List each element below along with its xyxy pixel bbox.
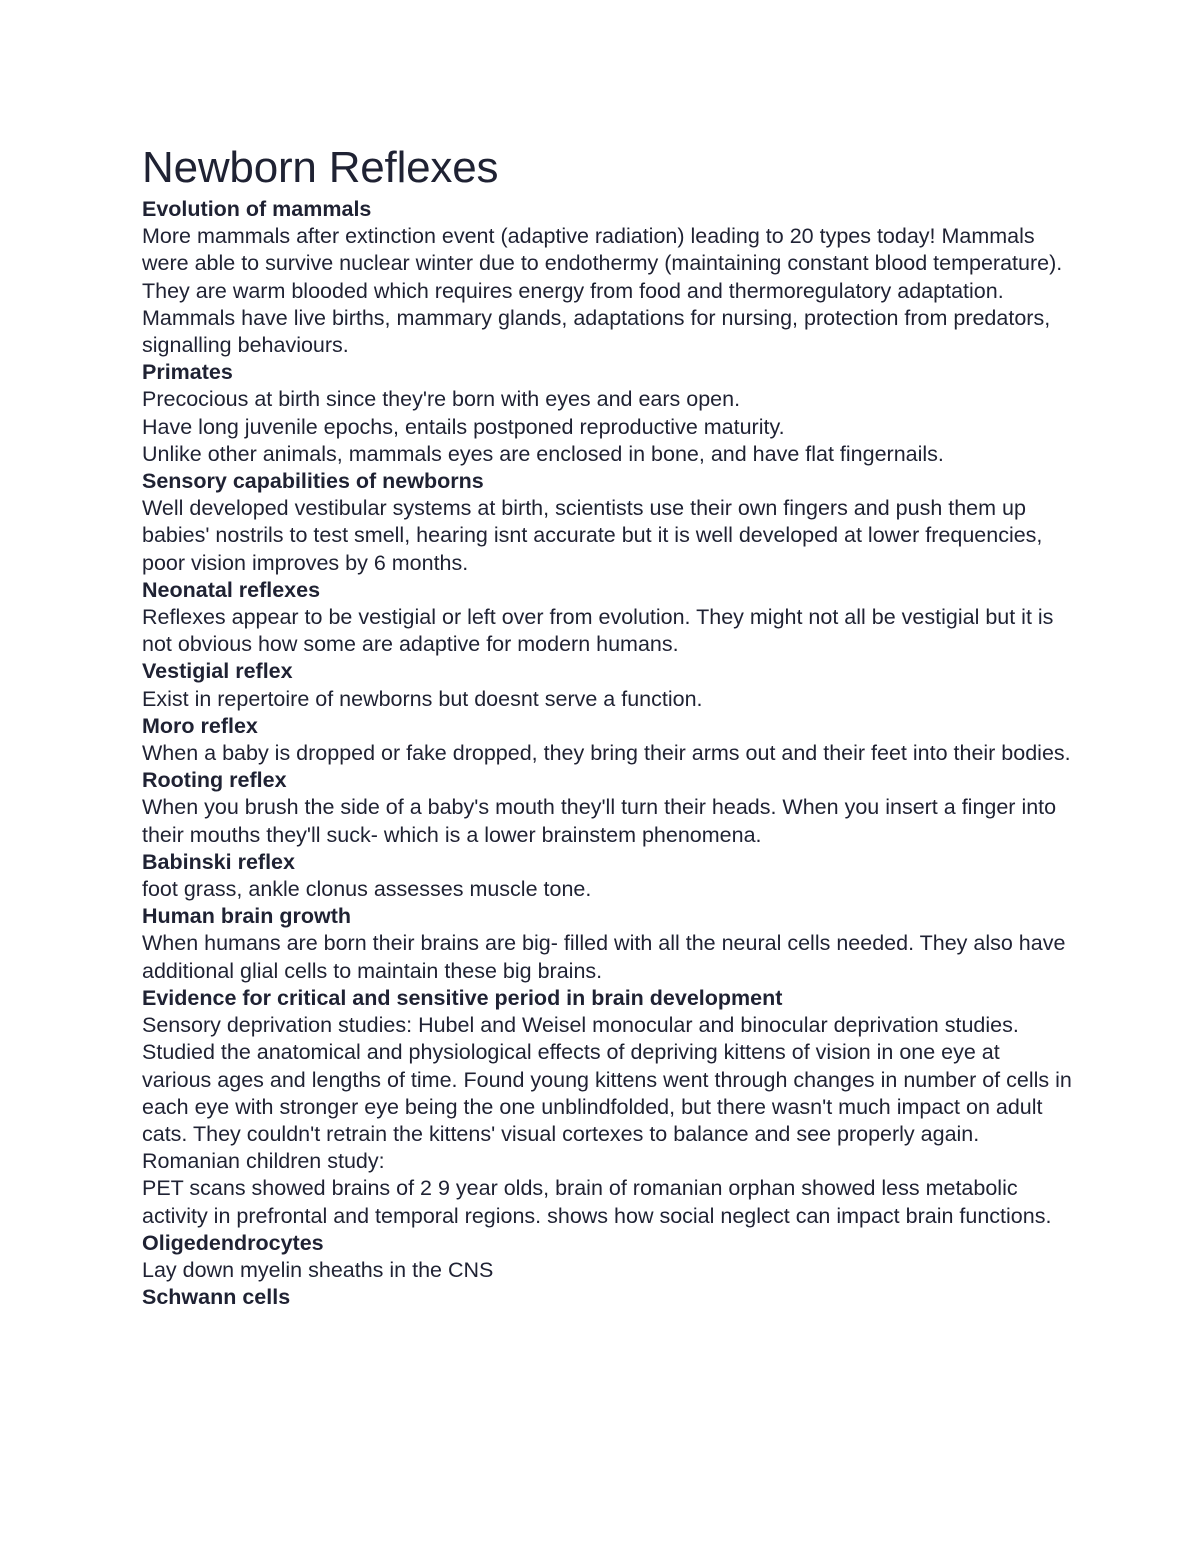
- section-heading: Vestigial reflex: [142, 659, 293, 684]
- paragraph: Well developed vestibular systems at birth, scientists use their own fingers and push them up babies' nostrils to test smell, hearing isnt accurate but it is well developed at lower frequencies, poor vision improves by 6 months.: [142, 496, 1043, 575]
- section-heading: Human brain growth: [142, 904, 352, 929]
- paragraph: Have long juvenile epochs, entails postponed reproductive maturity.: [142, 414, 785, 439]
- section-heading: Neonatal reflexes: [142, 577, 321, 602]
- paragraph: When humans are born their brains are big- filled with all the neural cells needed. They also have additional glial cells to maintain these big brains.: [142, 931, 1066, 983]
- paragraph: Lay down myelin sheaths in the CNS: [142, 1257, 494, 1282]
- paragraph: foot grass, ankle clonus assesses muscle tone.: [142, 877, 592, 902]
- paragraph: When you brush the side of a baby's mouth they'll turn their heads. When you insert a finger into their mouths they'll suck- which is a lower brainstem phenomena.: [142, 795, 1057, 847]
- section-sensory-capabilities: [142, 468, 1072, 577]
- section-schwann-cells: [142, 1284, 1072, 1311]
- section-heading: Babinski reflex: [142, 849, 295, 874]
- section-heading: Evidence for critical and sensitive period in brain development: [142, 985, 783, 1010]
- paragraph: PET scans showed brains of 2 9 year olds, brain of romanian orphan showed less metabolic activity in prefrontal and temporal regions. shows how social neglect can impact brain functions.: [142, 1176, 1052, 1228]
- section-heading: Evolution of mammals: [142, 197, 372, 221]
- paragraph: Romanian children study:: [142, 1149, 385, 1174]
- paragraph: Sensory deprivation studies: Hubel and Weisel monocular and binocular deprivation studies. Studied the anatomical and physiological effects of depriving kittens of vision in one eye at various ages and lengths of time. Found young kittens went through changes in number of cells in each eye with stronger eye being the one unblindfolded, but there wasn't much impact on adult cats. They couldn't retrain the kittens' visual cortexes to balance and see properly again.: [142, 1013, 1072, 1146]
- document-page: [142, 140, 1072, 1311]
- section-heading: Oligedendrocytes: [142, 1230, 324, 1255]
- section-primates: [142, 359, 1072, 468]
- section-babinski-reflex: [142, 849, 1072, 903]
- paragraph: Exist in repertoire of newborns but doesnt serve a function.: [142, 686, 703, 711]
- paragraph: More mammals after extinction event (adaptive radiation) leading to 20 types today! Mammals were able to survive nuclear winter due to endothermy (maintaining constant blood temperature). They are warm blooded which requires energy from food and thermoregulatory adaptation.: [142, 224, 1063, 303]
- paragraph: Mammals have live births, mammary glands, adaptations for nursing, protection from predators, signalling behaviours.: [142, 305, 1051, 358]
- section-moro-reflex: [142, 713, 1072, 767]
- section-human-brain-growth: [142, 903, 1072, 985]
- section-rooting-reflex: [142, 767, 1072, 849]
- section-heading: Schwann cells: [142, 1285, 291, 1310]
- section-heading: Rooting reflex: [142, 768, 287, 793]
- paragraph: Reflexes appear to be vestigial or left over from evolution. They might not all be vestigial but it is not obvious how some are adaptive for modern humans.: [142, 605, 1054, 657]
- section-vestigial-reflex: [142, 658, 1072, 712]
- page-title: Newborn Reflexes: [142, 143, 499, 192]
- section-evolution-of-mammals: [142, 196, 1072, 359]
- section-heading: Moro reflex: [142, 713, 258, 738]
- section-heading: Sensory capabilities of newborns: [142, 469, 484, 494]
- paragraph: Unlike other animals, mammals eyes are enclosed in bone, and have flat fingernails.: [142, 441, 944, 466]
- paragraph: When a baby is dropped or fake dropped, they bring their arms out and their feet into their bodies.: [142, 741, 1071, 766]
- section-oligedendrocytes: [142, 1230, 1072, 1284]
- section-neonatal-reflexes: [142, 577, 1072, 659]
- section-heading: Primates: [142, 360, 233, 385]
- section-critical-period-evidence: [142, 985, 1072, 1230]
- paragraph: Precocious at birth since they're born with eyes and ears open.: [142, 387, 741, 412]
